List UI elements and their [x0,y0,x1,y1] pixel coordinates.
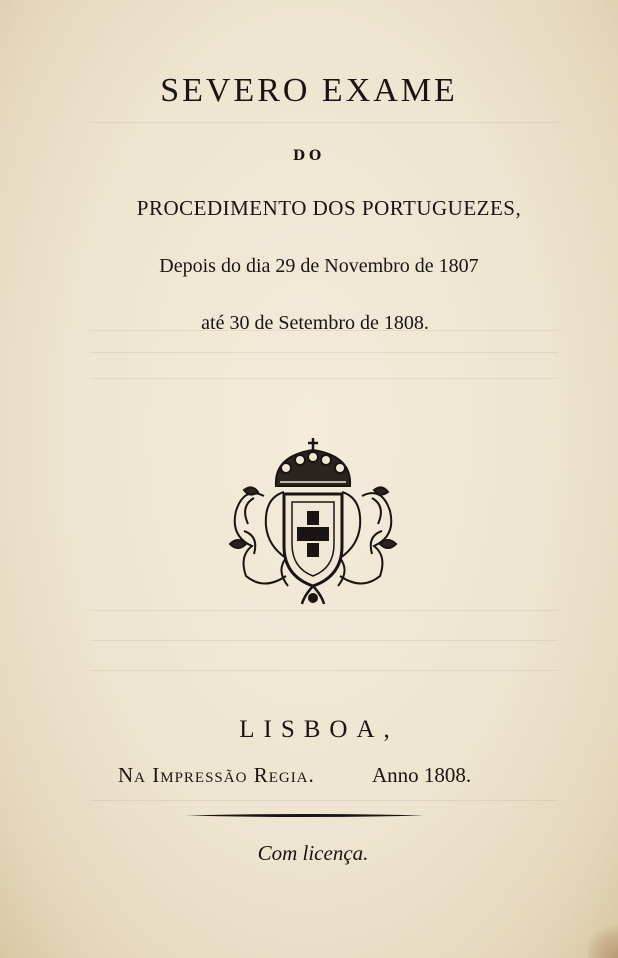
show-through-line [90,670,558,671]
title-connector: DO [292,148,326,164]
main-title: SEVERO EXAME [160,72,458,109]
date-range-start: Depois do dia 29 de Novembro de 1807 [159,255,479,277]
show-through-line [90,122,558,123]
thick-thin-rule [186,813,424,818]
license-note: Com licença. [257,841,369,865]
date-range-end: até 30 de Setembro de 1808. [201,312,429,334]
imprint-line [118,763,498,788]
show-through-line [90,640,558,641]
royal-portuguese-coat-of-arms-icon [224,436,402,608]
subtitle: PROCEDIMENTO DOS PORTUGUEZES, [136,196,522,220]
imprint-city: LISBOA, [239,716,399,743]
show-through-line [90,378,558,379]
show-through-line [90,352,558,353]
page-corner-wear [588,918,618,958]
imprint-year: Anno 1808. [372,763,472,787]
imprint-publisher: Na Impressão Regia. [118,763,315,787]
show-through-line [90,610,558,611]
show-through-line [90,800,558,801]
